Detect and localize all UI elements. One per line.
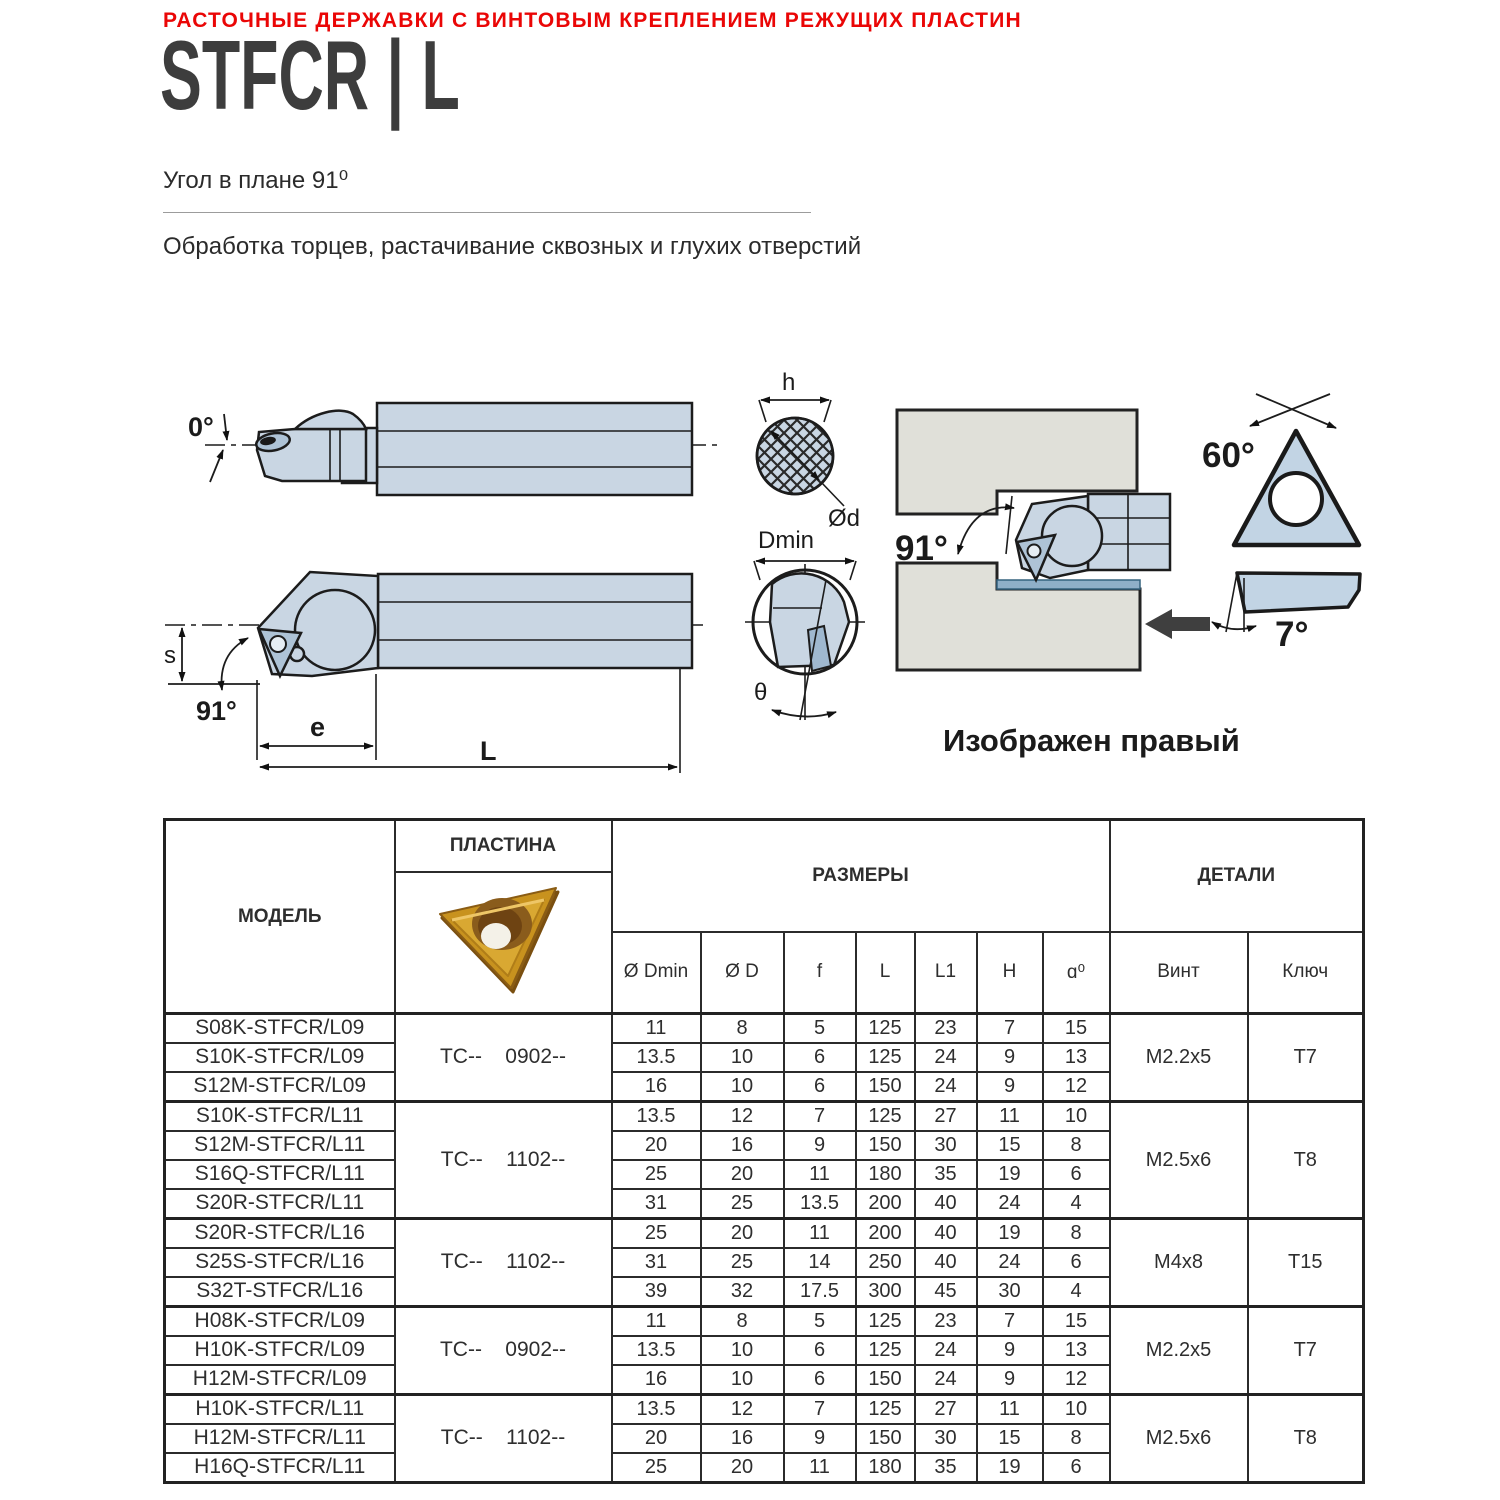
size-value-cell: 180 bbox=[856, 1160, 915, 1189]
model-cell: H12M-STFCR/L11 bbox=[165, 1424, 395, 1453]
table-row bbox=[165, 1219, 1364, 1249]
table-row bbox=[165, 1014, 1364, 1044]
size-value-cell: 5 bbox=[784, 1014, 856, 1044]
size-value-cell: 10 bbox=[701, 1336, 784, 1365]
size-value-cell: 11 bbox=[612, 1014, 701, 1044]
plate-code-cell: TC-- 0902-- bbox=[395, 1014, 612, 1102]
plate-code-cell: TC-- 1102-- bbox=[395, 1219, 612, 1307]
size-value-cell: 14 bbox=[784, 1248, 856, 1277]
size-value-cell: 30 bbox=[915, 1424, 977, 1453]
size-value-cell: 12 bbox=[701, 1395, 784, 1425]
size-value-cell: 125 bbox=[856, 1043, 915, 1072]
size-value-cell: 13.5 bbox=[612, 1102, 701, 1132]
key-cell: T7 bbox=[1248, 1307, 1364, 1395]
page-title: STFCR | L bbox=[160, 20, 460, 130]
size-value-cell: 8 bbox=[701, 1014, 784, 1044]
subtitle-application: Обработка торцев, растачивание сквозных и глухих отверстий bbox=[163, 233, 862, 260]
table-row bbox=[165, 1395, 1364, 1425]
size-value-cell: 24 bbox=[915, 1072, 977, 1102]
size-value-cell: 31 bbox=[612, 1189, 701, 1219]
size-value-cell: 13.5 bbox=[784, 1189, 856, 1219]
size-value-cell: 5 bbox=[784, 1307, 856, 1337]
technical-drawing bbox=[160, 368, 1370, 780]
size-value-cell: 150 bbox=[856, 1365, 915, 1395]
size-value-cell: 250 bbox=[856, 1248, 915, 1277]
col-header-details: ДЕТАЛИ bbox=[1110, 820, 1364, 932]
size-value-cell: 45 bbox=[915, 1277, 977, 1307]
size-value-cell: 24 bbox=[915, 1365, 977, 1395]
col-header-model: МОДЕЛЬ bbox=[165, 820, 395, 1014]
size-value-cell: 10 bbox=[701, 1072, 784, 1102]
angle-91-left-label: 91° bbox=[196, 696, 237, 726]
model-cell: H10K-STFCR/L11 bbox=[165, 1395, 395, 1425]
size-value-cell: 20 bbox=[701, 1219, 784, 1249]
col-header-dmin: Ø Dmin bbox=[612, 932, 701, 1014]
key-cell: T15 bbox=[1248, 1219, 1364, 1307]
size-value-cell: 6 bbox=[784, 1336, 856, 1365]
key-cell: T8 bbox=[1248, 1102, 1364, 1219]
insert-photo bbox=[418, 876, 588, 1004]
size-value-cell: 20 bbox=[612, 1424, 701, 1453]
drawing-caption: Изображен правый bbox=[943, 723, 1240, 758]
size-value-cell: 7 bbox=[784, 1102, 856, 1132]
size-value-cell: 25 bbox=[612, 1453, 701, 1483]
size-value-cell: 10 bbox=[1043, 1395, 1110, 1425]
size-value-cell: 40 bbox=[915, 1219, 977, 1249]
size-value-cell: 15 bbox=[1043, 1014, 1110, 1044]
size-value-cell: 9 bbox=[977, 1043, 1043, 1072]
size-value-cell: 125 bbox=[856, 1395, 915, 1425]
size-value-cell: 150 bbox=[856, 1131, 915, 1160]
plate-photo-cell bbox=[395, 872, 612, 1014]
screw-cell: M4x8 bbox=[1110, 1219, 1248, 1307]
model-cell: S08K-STFCR/L09 bbox=[165, 1014, 395, 1044]
size-value-cell: 27 bbox=[915, 1102, 977, 1132]
size-value-cell: 40 bbox=[915, 1189, 977, 1219]
size-value-cell: 24 bbox=[977, 1248, 1043, 1277]
size-value-cell: 35 bbox=[915, 1453, 977, 1483]
size-value-cell: 39 bbox=[612, 1277, 701, 1307]
size-value-cell: 11 bbox=[612, 1307, 701, 1337]
size-value-cell: 11 bbox=[784, 1160, 856, 1189]
size-value-cell: 15 bbox=[1043, 1307, 1110, 1337]
size-value-cell: 15 bbox=[977, 1424, 1043, 1453]
size-value-cell: 23 bbox=[915, 1014, 977, 1044]
size-value-cell: 10 bbox=[701, 1043, 784, 1072]
size-value-cell: 19 bbox=[977, 1453, 1043, 1483]
table-row bbox=[165, 1307, 1364, 1337]
size-value-cell: 20 bbox=[701, 1453, 784, 1483]
size-value-cell: 8 bbox=[1043, 1219, 1110, 1249]
size-value-cell: 9 bbox=[977, 1365, 1043, 1395]
screw-cell: M2.2x5 bbox=[1110, 1307, 1248, 1395]
size-value-cell: 6 bbox=[784, 1365, 856, 1395]
col-header-key: Ключ bbox=[1248, 932, 1364, 1014]
dim-e-label: e bbox=[310, 712, 326, 742]
model-cell: S12M-STFCR/L09 bbox=[165, 1072, 395, 1102]
size-value-cell: 9 bbox=[784, 1131, 856, 1160]
size-value-cell: 125 bbox=[856, 1014, 915, 1044]
size-value-cell: 25 bbox=[612, 1219, 701, 1249]
size-value-cell: 6 bbox=[1043, 1160, 1110, 1189]
size-value-cell: 16 bbox=[612, 1365, 701, 1395]
size-value-cell: 8 bbox=[1043, 1424, 1110, 1453]
key-cell: T7 bbox=[1248, 1014, 1364, 1102]
size-value-cell: 125 bbox=[856, 1102, 915, 1132]
size-value-cell: 6 bbox=[1043, 1453, 1110, 1483]
dim-od-label: Ød bbox=[828, 505, 861, 532]
dim-l-label: L bbox=[480, 736, 497, 766]
size-value-cell: 13.5 bbox=[612, 1395, 701, 1425]
table-row bbox=[165, 1102, 1364, 1132]
size-value-cell: 200 bbox=[856, 1219, 915, 1249]
size-value-cell: 12 bbox=[701, 1102, 784, 1132]
size-value-cell: 12 bbox=[1043, 1365, 1110, 1395]
size-value-cell: 24 bbox=[915, 1336, 977, 1365]
size-value-cell: 30 bbox=[977, 1277, 1043, 1307]
page-kicker: РАСТОЧНЫЕ ДЕРЖАВКИ С ВИНТОВЫМ КРЕПЛЕНИЕМ РЕЖУЩИХ ПЛАСТИН bbox=[163, 9, 1022, 32]
size-value-cell: 125 bbox=[856, 1336, 915, 1365]
size-value-cell: 11 bbox=[977, 1102, 1043, 1132]
size-value-cell: 8 bbox=[1043, 1131, 1110, 1160]
size-value-cell: 19 bbox=[977, 1219, 1043, 1249]
model-cell: S32T-STFCR/L16 bbox=[165, 1277, 395, 1307]
size-value-cell: 4 bbox=[1043, 1189, 1110, 1219]
size-value-cell: 17.5 bbox=[784, 1277, 856, 1307]
col-header-l: L bbox=[856, 932, 915, 1014]
size-value-cell: 13.5 bbox=[612, 1043, 701, 1072]
size-value-cell: 9 bbox=[784, 1424, 856, 1453]
angle-theta-label: θ bbox=[754, 679, 768, 706]
screw-cell: M2.5x6 bbox=[1110, 1395, 1248, 1483]
size-value-cell: 16 bbox=[701, 1131, 784, 1160]
size-value-cell: 4 bbox=[1043, 1277, 1110, 1307]
col-header-screw: Винт bbox=[1110, 932, 1248, 1014]
screw-cell: M2.5x6 bbox=[1110, 1102, 1248, 1219]
size-value-cell: 10 bbox=[701, 1365, 784, 1395]
size-value-cell: 16 bbox=[701, 1424, 784, 1453]
size-value-cell: 11 bbox=[784, 1219, 856, 1249]
size-value-cell: 8 bbox=[701, 1307, 784, 1337]
size-value-cell: 13.5 bbox=[612, 1336, 701, 1365]
machining-scheme-drawing bbox=[895, 394, 1360, 758]
plate-code-cell: TC-- 1102-- bbox=[395, 1102, 612, 1219]
size-value-cell: 150 bbox=[856, 1424, 915, 1453]
screw-cell: M2.2x5 bbox=[1110, 1014, 1248, 1102]
key-cell: T8 bbox=[1248, 1395, 1364, 1483]
size-value-cell: 23 bbox=[915, 1307, 977, 1337]
size-value-cell: 24 bbox=[977, 1189, 1043, 1219]
size-value-cell: 40 bbox=[915, 1248, 977, 1277]
model-cell: H12M-STFCR/L09 bbox=[165, 1365, 395, 1395]
model-cell: S25S-STFCR/L16 bbox=[165, 1248, 395, 1277]
size-value-cell: 7 bbox=[977, 1307, 1043, 1337]
size-value-cell: 24 bbox=[915, 1043, 977, 1072]
divider-line bbox=[163, 212, 811, 213]
size-value-cell: 150 bbox=[856, 1072, 915, 1102]
bore-section-drawing bbox=[745, 527, 865, 720]
model-cell: H16Q-STFCR/L11 bbox=[165, 1453, 395, 1483]
size-value-cell: 9 bbox=[977, 1072, 1043, 1102]
model-cell: S12M-STFCR/L11 bbox=[165, 1131, 395, 1160]
size-value-cell: 180 bbox=[856, 1453, 915, 1483]
size-value-cell: 6 bbox=[1043, 1248, 1110, 1277]
size-value-cell: 20 bbox=[612, 1131, 701, 1160]
size-value-cell: 11 bbox=[784, 1453, 856, 1483]
model-cell: S16Q-STFCR/L11 bbox=[165, 1160, 395, 1189]
size-value-cell: 10 bbox=[1043, 1102, 1110, 1132]
col-header-alpha: ɑ⁰ bbox=[1043, 932, 1110, 1014]
size-value-cell: 30 bbox=[915, 1131, 977, 1160]
size-value-cell: 20 bbox=[701, 1160, 784, 1189]
size-value-cell: 25 bbox=[701, 1248, 784, 1277]
size-value-cell: 15 bbox=[977, 1131, 1043, 1160]
model-cell: H10K-STFCR/L09 bbox=[165, 1336, 395, 1365]
size-value-cell: 200 bbox=[856, 1189, 915, 1219]
col-header-h: H bbox=[977, 932, 1043, 1014]
col-header-l1: L1 bbox=[915, 932, 977, 1014]
size-value-cell: 32 bbox=[701, 1277, 784, 1307]
angle-91-right-label: 91° bbox=[895, 529, 948, 568]
model-cell: S10K-STFCR/L09 bbox=[165, 1043, 395, 1072]
size-value-cell: 27 bbox=[915, 1395, 977, 1425]
angle-60-label: 60° bbox=[1202, 436, 1255, 475]
plate-code-cell: TC-- 0902-- bbox=[395, 1307, 612, 1395]
angle-7-label: 7° bbox=[1275, 615, 1309, 654]
size-value-cell: 25 bbox=[701, 1189, 784, 1219]
col-header-d: Ø D bbox=[701, 932, 784, 1014]
dim-s-label: s bbox=[164, 642, 176, 669]
size-value-cell: 31 bbox=[612, 1248, 701, 1277]
side-view-0deg-drawing bbox=[188, 403, 720, 495]
size-value-cell: 16 bbox=[612, 1072, 701, 1102]
size-value-cell: 13 bbox=[1043, 1043, 1110, 1072]
size-value-cell: 125 bbox=[856, 1307, 915, 1337]
col-header-plate: ПЛАСТИНА bbox=[395, 820, 612, 872]
col-header-sizes: РАЗМЕРЫ bbox=[612, 820, 1110, 932]
size-value-cell: 6 bbox=[784, 1043, 856, 1072]
size-value-cell: 12 bbox=[1043, 1072, 1110, 1102]
spec-table-body bbox=[165, 1014, 1364, 1483]
col-header-f: f bbox=[784, 932, 856, 1014]
angle-0-label: 0° bbox=[188, 412, 214, 442]
size-value-cell: 300 bbox=[856, 1277, 915, 1307]
subtitle-angle: Угол в плане 91⁰ bbox=[163, 167, 349, 194]
shank-section-drawing bbox=[757, 369, 860, 532]
side-view-91deg-drawing bbox=[164, 572, 708, 773]
plate-code-cell: TC-- 1102-- bbox=[395, 1395, 612, 1483]
size-value-cell: 9 bbox=[977, 1336, 1043, 1365]
model-cell: H08K-STFCR/L09 bbox=[165, 1307, 395, 1337]
size-value-cell: 7 bbox=[784, 1395, 856, 1425]
model-cell: S20R-STFCR/L11 bbox=[165, 1189, 395, 1219]
dim-dmin-label: Dmin bbox=[758, 527, 815, 554]
size-value-cell: 13 bbox=[1043, 1336, 1110, 1365]
feed-direction-arrow bbox=[1145, 609, 1210, 639]
model-cell: S10K-STFCR/L11 bbox=[165, 1102, 395, 1132]
size-value-cell: 35 bbox=[915, 1160, 977, 1189]
size-value-cell: 6 bbox=[784, 1072, 856, 1102]
model-cell: S20R-STFCR/L16 bbox=[165, 1219, 395, 1249]
size-value-cell: 19 bbox=[977, 1160, 1043, 1189]
size-value-cell: 11 bbox=[977, 1395, 1043, 1425]
size-value-cell: 25 bbox=[612, 1160, 701, 1189]
dim-h-label: h bbox=[782, 369, 796, 396]
specification-table bbox=[163, 818, 1365, 1484]
size-value-cell: 7 bbox=[977, 1014, 1043, 1044]
